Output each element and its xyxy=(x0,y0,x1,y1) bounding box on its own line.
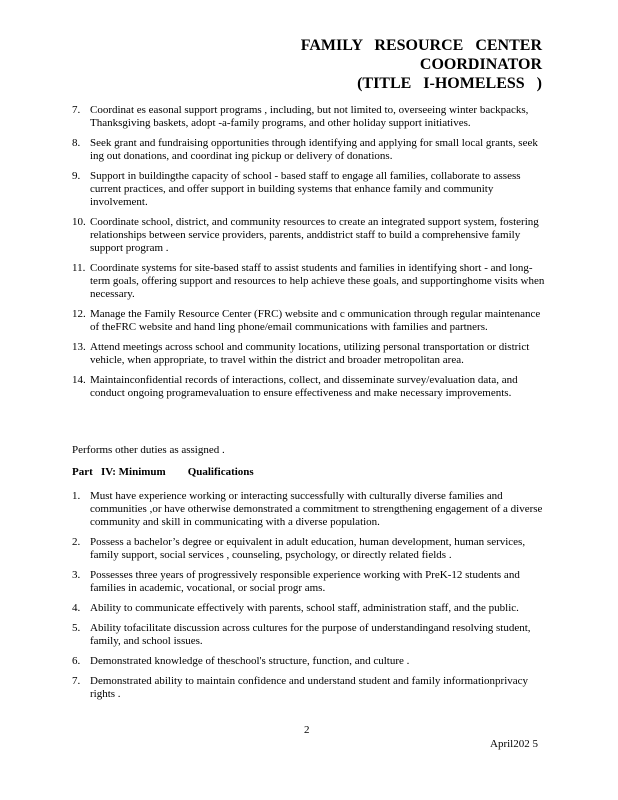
duty-text: Coordinat es easonal support programs , including, but not limited to, overseeing winter backpacks, Thanksgiving baskets, adopt -a-family programs, and other holiday support initiatives. xyxy=(90,104,529,129)
duty-number: 13. xyxy=(72,341,86,353)
duty-text: Manage the Family Resource Center (FRC) website and c ommunication through regular maintenance of theFRC website and hand ling phone/email communications with families and partners. xyxy=(90,308,541,333)
title-line-3: (TITLE I-HOMELESS ) xyxy=(357,75,542,92)
qualification-item xyxy=(72,569,550,595)
duty-text: Support in buildingthe capacity of school - based staff to engage all families, collaborate to assess current practices, and offer support in building systems that enhance family and community involvement. xyxy=(90,170,521,208)
duty-item xyxy=(72,308,550,334)
qualification-text: Possess a bachelor’s degree or equivalent in adult education, human development, human services, family support, social services , counseling, psychology, or directly related fields . xyxy=(90,536,526,561)
qualification-text: Ability tofacilitate discussion across cultures for the purpose of understandingand resolving student, family, and school issues. xyxy=(90,622,531,647)
duty-item xyxy=(72,170,550,209)
duty-text: Attend meetings across school and community locations, utilizing personal transportation or district vehicle, when appropriate, to travel within the district and broader metropolitan area. xyxy=(90,341,530,366)
qualifications-list xyxy=(72,490,550,708)
qualification-item xyxy=(72,490,550,529)
qualification-item xyxy=(72,675,550,701)
title-line-1: FAMILY RESOURCE CENTER xyxy=(300,37,542,54)
section-heading: Part IV: Minimum Qualifications xyxy=(72,466,254,478)
duties-list xyxy=(72,104,550,407)
qualification-item xyxy=(72,622,550,648)
duty-number: 7. xyxy=(72,104,81,116)
duty-item xyxy=(72,262,550,301)
qualification-number: 4. xyxy=(72,602,81,614)
duty-item xyxy=(72,341,550,367)
qualification-item xyxy=(72,602,550,615)
qualification-number: 5. xyxy=(72,622,81,634)
duty-number: 14. xyxy=(72,374,86,386)
duty-item xyxy=(72,137,550,163)
duty-number: 10. xyxy=(72,216,86,228)
duty-number: 9. xyxy=(72,170,81,182)
duty-text: Coordinate school, district, and community resources to create an integrated support system, fostering relationships between service providers, parents, anddistrict staff to build a comprehensive family support program . xyxy=(90,216,539,254)
qualification-text: Demonstrated ability to maintain confidence and understand student and family informationprivacy rights . xyxy=(90,675,529,700)
title-line-2: COORDINATOR xyxy=(419,56,542,73)
qualification-number: 3. xyxy=(72,569,81,581)
qualification-text: Possesses three years of progressively responsible experience working with PreK-12 students and families in academic, vocational, or social progr ams. xyxy=(90,569,520,594)
qualification-number: 1. xyxy=(72,490,81,502)
qualification-number: 2. xyxy=(72,536,81,548)
document-title xyxy=(242,36,542,93)
duty-item xyxy=(72,104,550,130)
qualification-text: Must have experience working or interacting successfully with culturally diverse families and communities ,or have otherwise demonstrated a commitment to strengthening engagement of a diverse community and skill in communicating with a diverse population. xyxy=(90,490,543,528)
duty-number: 12. xyxy=(72,308,86,320)
duty-text: Coordinate systems for site-based staff to assist students and families in identifying short - and long-term goals, offering support and resources to help achieve these goals, and supportinghome visits when necessary. xyxy=(90,262,545,300)
other-duties-text: Performs other duties as assigned . xyxy=(72,444,225,456)
footer-date: April202 5 xyxy=(490,738,538,750)
qualification-item xyxy=(72,655,550,668)
qualification-number: 6. xyxy=(72,655,81,667)
page-number: 2 xyxy=(304,724,310,736)
duty-text: Maintainconfidential records of interactions, collect, and disseminate survey/evaluation data, and conduct ongoing programevaluation to ensure effectiveness and make necessary improvements. xyxy=(90,374,518,399)
qualification-text: Ability to communicate effectively with parents, school staff, administration staff, and the public. xyxy=(90,602,519,614)
duty-number: 11. xyxy=(72,262,86,274)
qualification-item xyxy=(72,536,550,562)
qualification-text: Demonstrated knowledge of theschool's structure, function, and culture . xyxy=(90,655,410,667)
qualification-number: 7. xyxy=(72,675,81,687)
duty-text: Seek grant and fundraising opportunities through identifying and applying for small local grants, seek ing out donations, and coordinat ing pickup or delivery of donations. xyxy=(90,137,538,162)
duty-item xyxy=(72,216,550,255)
duty-number: 8. xyxy=(72,137,81,149)
duty-item xyxy=(72,374,550,400)
